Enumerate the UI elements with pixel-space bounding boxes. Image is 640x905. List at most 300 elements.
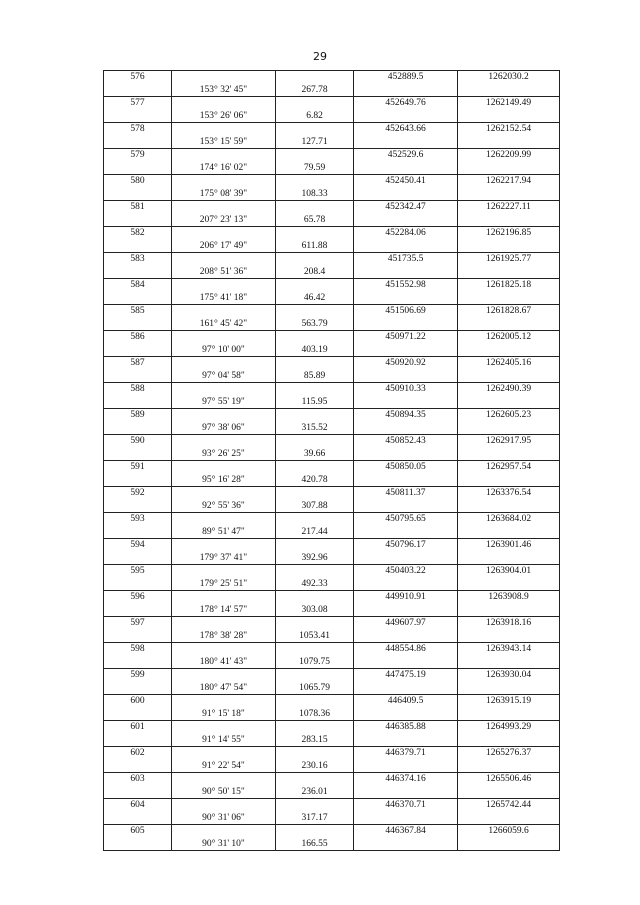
- y-coordinate: 1262196.85: [458, 227, 560, 240]
- table-row: [104, 825, 560, 838]
- empty-cell: [458, 552, 560, 565]
- empty-cell: [276, 253, 354, 266]
- table-row: [104, 214, 560, 227]
- segment-distance: 127.71: [276, 136, 354, 149]
- bearing-angle: 90° 31' 10": [172, 838, 276, 851]
- x-coordinate: 452450.41: [354, 175, 458, 188]
- y-coordinate: 1262605.23: [458, 409, 560, 422]
- x-coordinate: 446385.88: [354, 721, 458, 734]
- empty-cell: [104, 344, 172, 357]
- x-coordinate: 446379.71: [354, 747, 458, 760]
- segment-distance: 236.01: [276, 786, 354, 799]
- point-number: 598: [104, 643, 172, 656]
- point-number: 589: [104, 409, 172, 422]
- table-row: [104, 734, 560, 747]
- table-row: [104, 331, 560, 344]
- table-row: [104, 773, 560, 786]
- empty-cell: [172, 513, 276, 526]
- empty-cell: [458, 734, 560, 747]
- y-coordinate: 1263904.01: [458, 565, 560, 578]
- empty-cell: [354, 162, 458, 175]
- table-row: [104, 838, 560, 851]
- table-row: [104, 253, 560, 266]
- empty-cell: [354, 266, 458, 279]
- empty-cell: [276, 669, 354, 682]
- point-number: 591: [104, 461, 172, 474]
- y-coordinate: 1262209.99: [458, 149, 560, 162]
- empty-cell: [172, 71, 276, 84]
- empty-cell: [458, 136, 560, 149]
- empty-cell: [172, 565, 276, 578]
- table-row: [104, 578, 560, 591]
- segment-distance: 392.96: [276, 552, 354, 565]
- point-number: 576: [104, 71, 172, 84]
- table-row: [104, 747, 560, 760]
- empty-cell: [104, 422, 172, 435]
- x-coordinate: 452284.06: [354, 227, 458, 240]
- bearing-angle: 91° 14' 55": [172, 734, 276, 747]
- empty-cell: [104, 188, 172, 201]
- empty-cell: [104, 734, 172, 747]
- y-coordinate: 1262217.94: [458, 175, 560, 188]
- empty-cell: [458, 474, 560, 487]
- x-coordinate: 446367.84: [354, 825, 458, 838]
- empty-cell: [104, 812, 172, 825]
- x-coordinate: 450910.33: [354, 383, 458, 396]
- x-coordinate: 448554.86: [354, 643, 458, 656]
- empty-cell: [104, 370, 172, 383]
- y-coordinate: 1263901.46: [458, 539, 560, 552]
- empty-cell: [276, 123, 354, 136]
- empty-cell: [354, 578, 458, 591]
- empty-cell: [276, 201, 354, 214]
- empty-cell: [458, 318, 560, 331]
- empty-cell: [458, 422, 560, 435]
- point-number: 599: [104, 669, 172, 682]
- empty-cell: [458, 708, 560, 721]
- empty-cell: [276, 487, 354, 500]
- empty-cell: [276, 409, 354, 422]
- empty-cell: [276, 71, 354, 84]
- y-coordinate: 1262149.49: [458, 97, 560, 110]
- segment-distance: 6.82: [276, 110, 354, 123]
- empty-cell: [354, 708, 458, 721]
- table-row: [104, 682, 560, 695]
- empty-cell: [104, 656, 172, 669]
- empty-cell: [172, 487, 276, 500]
- empty-cell: [458, 266, 560, 279]
- table-row: [104, 422, 560, 435]
- table-row: [104, 708, 560, 721]
- empty-cell: [458, 604, 560, 617]
- point-number: 584: [104, 279, 172, 292]
- segment-distance: 303.08: [276, 604, 354, 617]
- empty-cell: [172, 305, 276, 318]
- bearing-angle: 91° 15' 18": [172, 708, 276, 721]
- empty-cell: [276, 97, 354, 110]
- empty-cell: [354, 188, 458, 201]
- empty-cell: [104, 682, 172, 695]
- empty-cell: [172, 825, 276, 838]
- point-number: 596: [104, 591, 172, 604]
- empty-cell: [458, 812, 560, 825]
- empty-cell: [172, 539, 276, 552]
- empty-cell: [172, 643, 276, 656]
- bearing-angle: 153° 15' 59": [172, 136, 276, 149]
- empty-cell: [354, 604, 458, 617]
- point-number: 588: [104, 383, 172, 396]
- bearing-angle: 161° 45' 42": [172, 318, 276, 331]
- segment-distance: 1065.79: [276, 682, 354, 695]
- point-number: 602: [104, 747, 172, 760]
- point-number: 601: [104, 721, 172, 734]
- x-coordinate: 452643.66: [354, 123, 458, 136]
- segment-distance: 46.42: [276, 292, 354, 305]
- table-row: [104, 539, 560, 552]
- empty-cell: [172, 201, 276, 214]
- segment-distance: 315.52: [276, 422, 354, 435]
- empty-cell: [104, 474, 172, 487]
- y-coordinate: 1262917.95: [458, 435, 560, 448]
- bearing-angle: 175° 08' 39": [172, 188, 276, 201]
- table-row: [104, 656, 560, 669]
- point-number: 593: [104, 513, 172, 526]
- table-row: [104, 149, 560, 162]
- table-row: [104, 448, 560, 461]
- table-row: [104, 617, 560, 630]
- point-number: 583: [104, 253, 172, 266]
- empty-cell: [354, 370, 458, 383]
- segment-distance: 217.44: [276, 526, 354, 539]
- empty-cell: [104, 396, 172, 409]
- y-coordinate: 1263915.19: [458, 695, 560, 708]
- table-row: [104, 812, 560, 825]
- empty-cell: [458, 838, 560, 851]
- segment-distance: 420.78: [276, 474, 354, 487]
- bearing-angle: 153° 32' 45": [172, 84, 276, 97]
- empty-cell: [354, 240, 458, 253]
- table-row: [104, 799, 560, 812]
- empty-cell: [354, 838, 458, 851]
- empty-cell: [276, 149, 354, 162]
- x-coordinate: 452649.76: [354, 97, 458, 110]
- segment-distance: 307.88: [276, 500, 354, 513]
- empty-cell: [354, 318, 458, 331]
- empty-cell: [276, 305, 354, 318]
- empty-cell: [354, 422, 458, 435]
- empty-cell: [276, 565, 354, 578]
- x-coordinate: 450811.37: [354, 487, 458, 500]
- table-row: [104, 227, 560, 240]
- y-coordinate: 1266059.6: [458, 825, 560, 838]
- segment-distance: 65.78: [276, 214, 354, 227]
- x-coordinate: 446409.5: [354, 695, 458, 708]
- table-row: [104, 357, 560, 370]
- segment-distance: 1053.41: [276, 630, 354, 643]
- empty-cell: [172, 799, 276, 812]
- bearing-angle: 91° 22' 54": [172, 760, 276, 773]
- empty-cell: [458, 786, 560, 799]
- point-number: 580: [104, 175, 172, 188]
- empty-cell: [354, 500, 458, 513]
- empty-cell: [354, 474, 458, 487]
- empty-cell: [172, 331, 276, 344]
- empty-cell: [458, 760, 560, 773]
- point-number: 585: [104, 305, 172, 318]
- x-coordinate: 450403.22: [354, 565, 458, 578]
- x-coordinate: 450850.05: [354, 461, 458, 474]
- table-row: [104, 162, 560, 175]
- empty-cell: [172, 97, 276, 110]
- empty-cell: [354, 734, 458, 747]
- bearing-angle: 175° 41' 18": [172, 292, 276, 305]
- point-number: 603: [104, 773, 172, 786]
- empty-cell: [104, 526, 172, 539]
- x-coordinate: 449607.97: [354, 617, 458, 630]
- segment-distance: 317.17: [276, 812, 354, 825]
- empty-cell: [276, 721, 354, 734]
- point-number: 594: [104, 539, 172, 552]
- table-row: [104, 526, 560, 539]
- bearing-angle: 97° 04' 58": [172, 370, 276, 383]
- bearing-angle: 89° 51' 47": [172, 526, 276, 539]
- x-coordinate: 451735.5: [354, 253, 458, 266]
- empty-cell: [172, 617, 276, 630]
- empty-cell: [458, 240, 560, 253]
- y-coordinate: 1265742.44: [458, 799, 560, 812]
- empty-cell: [458, 84, 560, 97]
- empty-cell: [276, 357, 354, 370]
- table-row: [104, 383, 560, 396]
- empty-cell: [354, 292, 458, 305]
- x-coordinate: 452889.5: [354, 71, 458, 84]
- empty-cell: [104, 292, 172, 305]
- empty-cell: [104, 162, 172, 175]
- empty-cell: [458, 214, 560, 227]
- empty-cell: [276, 175, 354, 188]
- y-coordinate: 1265276.37: [458, 747, 560, 760]
- coordinates-table: [103, 70, 560, 851]
- empty-cell: [104, 708, 172, 721]
- bearing-angle: 92° 55' 36": [172, 500, 276, 513]
- empty-cell: [104, 214, 172, 227]
- segment-distance: 208.4: [276, 266, 354, 279]
- bearing-angle: 178° 14' 57": [172, 604, 276, 617]
- empty-cell: [172, 253, 276, 266]
- empty-cell: [354, 760, 458, 773]
- empty-cell: [458, 344, 560, 357]
- point-number: 582: [104, 227, 172, 240]
- empty-cell: [104, 318, 172, 331]
- empty-cell: [458, 448, 560, 461]
- table-row: [104, 396, 560, 409]
- point-number: 604: [104, 799, 172, 812]
- segment-distance: 563.79: [276, 318, 354, 331]
- y-coordinate: 1262227.11: [458, 201, 560, 214]
- empty-cell: [354, 214, 458, 227]
- empty-cell: [104, 84, 172, 97]
- empty-cell: [458, 110, 560, 123]
- empty-cell: [276, 799, 354, 812]
- empty-cell: [104, 500, 172, 513]
- table-row: [104, 721, 560, 734]
- x-coordinate: 449910.91: [354, 591, 458, 604]
- empty-cell: [354, 136, 458, 149]
- x-coordinate: 451552.98: [354, 279, 458, 292]
- empty-cell: [354, 84, 458, 97]
- empty-cell: [276, 461, 354, 474]
- y-coordinate: 1265506.46: [458, 773, 560, 786]
- table-row: [104, 409, 560, 422]
- table-row: [104, 240, 560, 253]
- segment-distance: 166.55: [276, 838, 354, 851]
- y-coordinate: 1263684.02: [458, 513, 560, 526]
- segment-distance: 108.33: [276, 188, 354, 201]
- empty-cell: [458, 188, 560, 201]
- page-number: 29: [313, 50, 327, 63]
- empty-cell: [104, 630, 172, 643]
- table-row: [104, 110, 560, 123]
- empty-cell: [172, 773, 276, 786]
- segment-distance: 611.88: [276, 240, 354, 253]
- bearing-angle: 153° 26' 06": [172, 110, 276, 123]
- table-row: [104, 188, 560, 201]
- empty-cell: [172, 227, 276, 240]
- empty-cell: [172, 383, 276, 396]
- empty-cell: [276, 279, 354, 292]
- y-coordinate: 1263930.04: [458, 669, 560, 682]
- empty-cell: [276, 747, 354, 760]
- table-row: [104, 500, 560, 513]
- empty-cell: [354, 630, 458, 643]
- empty-cell: [276, 617, 354, 630]
- empty-cell: [172, 461, 276, 474]
- point-number: 595: [104, 565, 172, 578]
- empty-cell: [172, 149, 276, 162]
- x-coordinate: 450894.35: [354, 409, 458, 422]
- table-row: [104, 305, 560, 318]
- y-coordinate: 1263376.54: [458, 487, 560, 500]
- point-number: 590: [104, 435, 172, 448]
- empty-cell: [104, 448, 172, 461]
- empty-cell: [172, 669, 276, 682]
- y-coordinate: 1262490.39: [458, 383, 560, 396]
- x-coordinate: 450795.65: [354, 513, 458, 526]
- point-number: 581: [104, 201, 172, 214]
- x-coordinate: 447475.19: [354, 669, 458, 682]
- empty-cell: [354, 344, 458, 357]
- bearing-angle: 208° 51' 36": [172, 266, 276, 279]
- table-row: [104, 266, 560, 279]
- empty-cell: [172, 175, 276, 188]
- y-coordinate: 1262005.12: [458, 331, 560, 344]
- empty-cell: [354, 396, 458, 409]
- bearing-angle: 207° 23' 13": [172, 214, 276, 227]
- segment-distance: 1078.36: [276, 708, 354, 721]
- empty-cell: [354, 526, 458, 539]
- bearing-angle: 97° 38' 06": [172, 422, 276, 435]
- empty-cell: [172, 591, 276, 604]
- empty-cell: [458, 500, 560, 513]
- empty-cell: [458, 656, 560, 669]
- empty-cell: [104, 760, 172, 773]
- empty-cell: [276, 331, 354, 344]
- empty-cell: [276, 539, 354, 552]
- empty-cell: [354, 448, 458, 461]
- bearing-angle: 97° 55' 19": [172, 396, 276, 409]
- empty-cell: [458, 162, 560, 175]
- point-number: 586: [104, 331, 172, 344]
- bearing-angle: 179° 25' 51": [172, 578, 276, 591]
- table-row: [104, 201, 560, 214]
- empty-cell: [458, 630, 560, 643]
- empty-cell: [458, 578, 560, 591]
- point-number: 579: [104, 149, 172, 162]
- empty-cell: [104, 240, 172, 253]
- empty-cell: [172, 435, 276, 448]
- empty-cell: [104, 578, 172, 591]
- y-coordinate: 1263918.16: [458, 617, 560, 630]
- table-row: [104, 760, 560, 773]
- bearing-angle: 206° 17' 49": [172, 240, 276, 253]
- y-coordinate: 1262405.16: [458, 357, 560, 370]
- table-row: [104, 84, 560, 97]
- y-coordinate: 1261825.18: [458, 279, 560, 292]
- table-row: [104, 552, 560, 565]
- table-row: [104, 643, 560, 656]
- point-number: 597: [104, 617, 172, 630]
- bearing-angle: 179° 37' 41": [172, 552, 276, 565]
- y-coordinate: 1262030.2: [458, 71, 560, 84]
- empty-cell: [458, 396, 560, 409]
- table-row: [104, 669, 560, 682]
- empty-cell: [276, 591, 354, 604]
- empty-cell: [104, 110, 172, 123]
- point-number: 578: [104, 123, 172, 136]
- empty-cell: [354, 110, 458, 123]
- segment-distance: 492.33: [276, 578, 354, 591]
- x-coordinate: 450852.43: [354, 435, 458, 448]
- x-coordinate: 450796.17: [354, 539, 458, 552]
- table-row: [104, 175, 560, 188]
- table-row: [104, 591, 560, 604]
- empty-cell: [276, 227, 354, 240]
- y-coordinate: 1263908.9: [458, 591, 560, 604]
- table-row: [104, 630, 560, 643]
- empty-cell: [276, 695, 354, 708]
- x-coordinate: 452342.47: [354, 201, 458, 214]
- x-coordinate: 450920.92: [354, 357, 458, 370]
- segment-distance: 1079.75: [276, 656, 354, 669]
- table-row: [104, 695, 560, 708]
- empty-cell: [354, 656, 458, 669]
- empty-cell: [458, 292, 560, 305]
- table-row: [104, 604, 560, 617]
- x-coordinate: 446370.71: [354, 799, 458, 812]
- empty-cell: [354, 552, 458, 565]
- empty-cell: [458, 682, 560, 695]
- empty-cell: [354, 786, 458, 799]
- point-number: 605: [104, 825, 172, 838]
- empty-cell: [458, 370, 560, 383]
- y-coordinate: 1262957.54: [458, 461, 560, 474]
- empty-cell: [172, 695, 276, 708]
- y-coordinate: 1261925.77: [458, 253, 560, 266]
- segment-distance: 267.78: [276, 84, 354, 97]
- segment-distance: 85.89: [276, 370, 354, 383]
- empty-cell: [276, 643, 354, 656]
- bearing-angle: 174° 16' 02": [172, 162, 276, 175]
